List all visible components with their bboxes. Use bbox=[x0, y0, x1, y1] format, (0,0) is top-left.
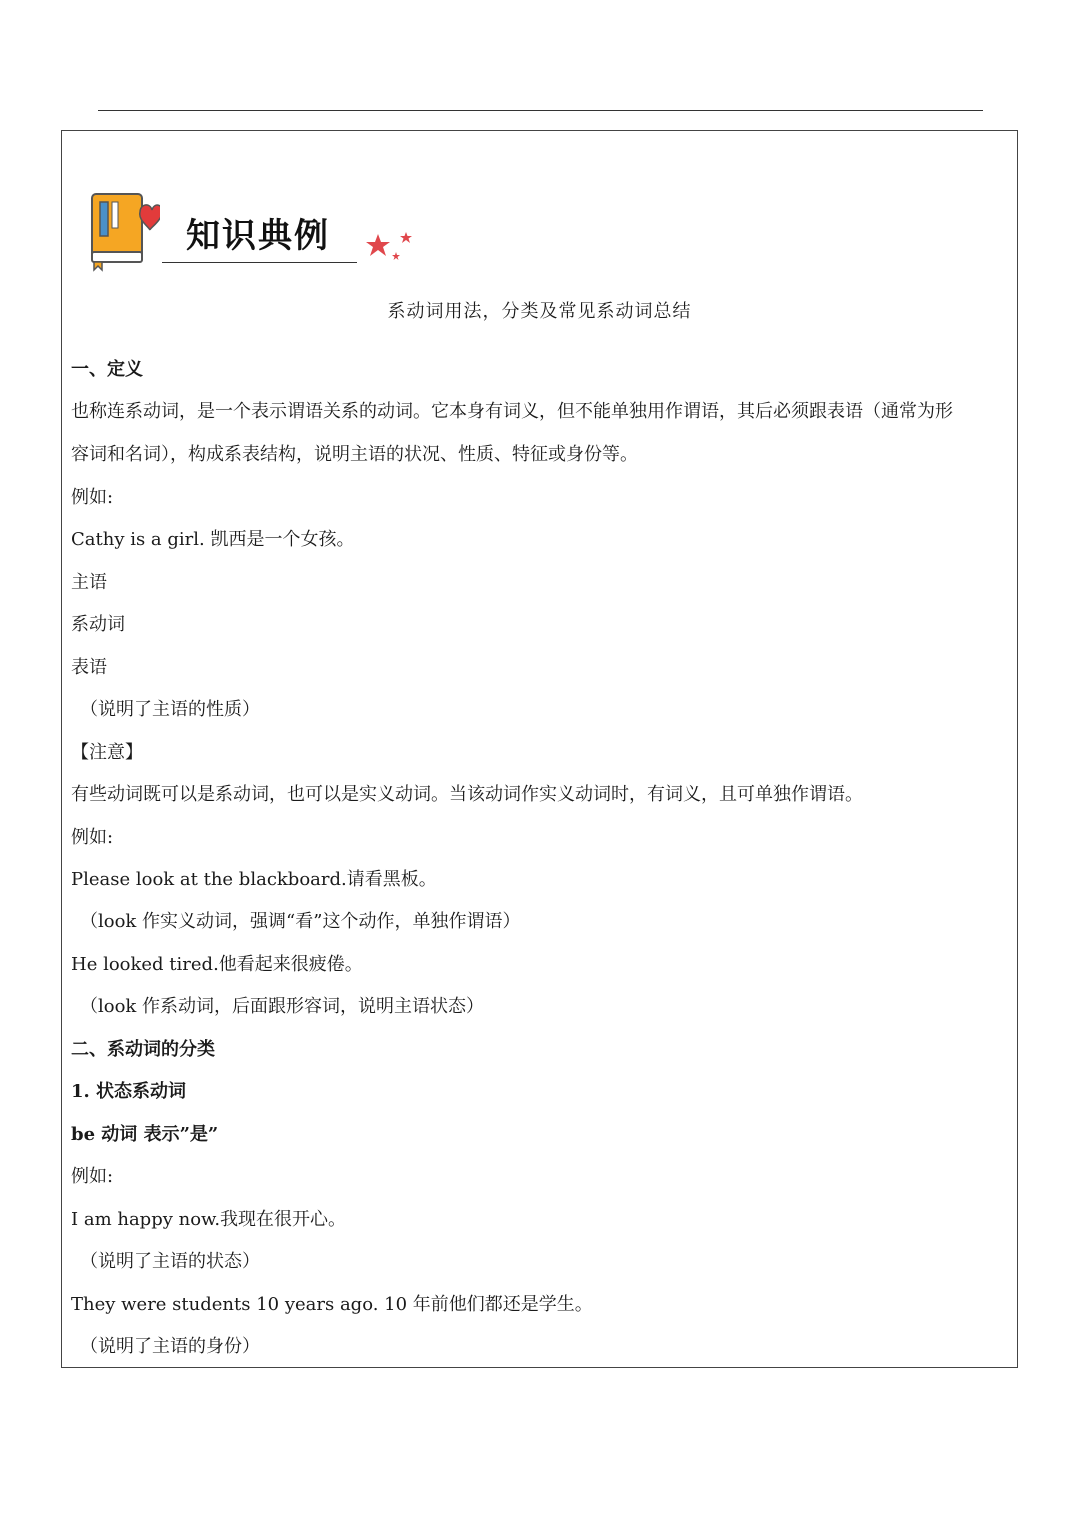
banner-underline bbox=[162, 262, 357, 263]
paragraph-line: 也称连系动词，是一个表示谓语关系的动词。它本身有词义，但不能单独用作谓语，其后必须跟表语（通常为形 bbox=[71, 401, 953, 422]
explanation-note: （说明了主语的状态） bbox=[80, 1251, 260, 1272]
example-label: 例如: bbox=[71, 487, 114, 508]
example-sentence: They were students 10 years ago. 10 年前他们都还是学生。 bbox=[71, 1294, 593, 1315]
explanation-note: （look 作系动词，后面跟形容词，说明主语状态） bbox=[80, 996, 485, 1017]
document-title: 系动词用法，分类及常见系动词总结 bbox=[387, 301, 692, 322]
term-subject: 主语 bbox=[71, 572, 107, 593]
paragraph-line: 有些动词既可以是系动词，也可以是实义动词。当该动词作实义动词时，有词义，且可单独作谓语。 bbox=[71, 784, 863, 805]
term-predicative: 表语 bbox=[71, 657, 107, 678]
section-heading-classification: 二、系动词的分类 bbox=[71, 1039, 215, 1060]
example-label: 例如: bbox=[71, 1166, 114, 1187]
explanation-note: （说明了主语的性质） bbox=[80, 699, 260, 720]
term-linking-verb: 系动词 bbox=[71, 614, 125, 635]
section-heading-definition: 一、定义 bbox=[71, 359, 143, 380]
example-sentence: Please look at the blackboard.请看黑板。 bbox=[71, 869, 437, 890]
explanation-note: （look 作实义动词，强调“看”这个动作，单独作谓语） bbox=[80, 911, 521, 932]
header-rule bbox=[98, 110, 983, 111]
example-sentence: I am happy now.我现在很开心。 bbox=[71, 1209, 347, 1230]
paragraph-line: 容词和名词），构成系表结构，说明主语的状况、性质、特征或身份等。 bbox=[71, 444, 638, 465]
book-heart-icon bbox=[88, 190, 160, 272]
section-banner bbox=[88, 190, 428, 275]
subsection-subheading: be 动词 表示”是” bbox=[71, 1124, 219, 1145]
subsection-heading: 1. 状态系动词 bbox=[71, 1081, 187, 1102]
explanation-note: （说明了主语的身份） bbox=[80, 1336, 260, 1357]
example-sentence: Cathy is a girl. 凯西是一个女孩。 bbox=[71, 529, 355, 550]
stars-icon bbox=[364, 228, 419, 268]
example-label: 例如: bbox=[71, 827, 114, 848]
banner-title: 知识典例 bbox=[186, 216, 330, 256]
example-sentence: He looked tired.他看起来很疲倦。 bbox=[71, 954, 363, 975]
attention-heading: 【注意】 bbox=[71, 742, 143, 763]
